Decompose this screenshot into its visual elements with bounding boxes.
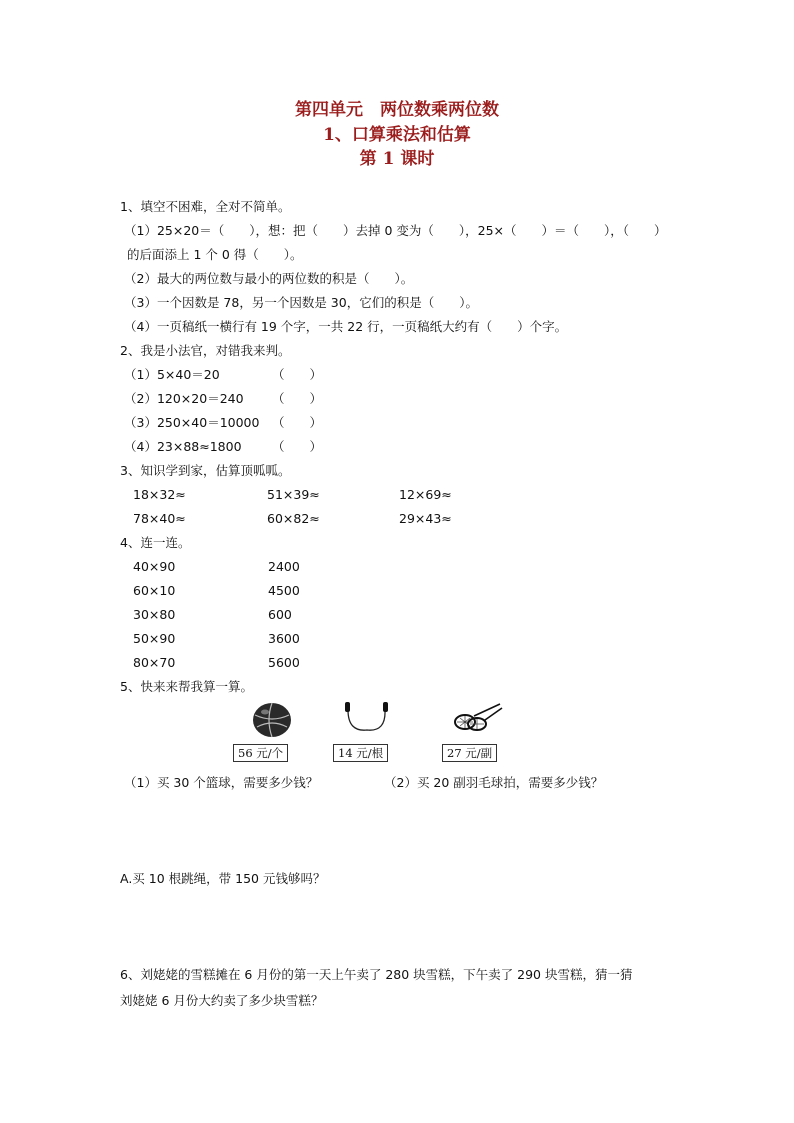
period-title: 第 1 课时 [359,149,435,169]
q4-right-item[interactable]: 3600 [268,631,300,646]
q3-estimate: 12×69≈ [399,487,452,502]
lesson-title: 1、口算乘法和估算 [323,125,471,145]
q5-title: 5、快来来帮我算一算。 [120,679,253,694]
q3-estimate: 29×43≈ [399,511,452,526]
q1-item-3: （3）一个因数是 78，另一个因数是 30，它们的积是（ ）。 [124,295,478,310]
q4-right-item[interactable]: 4500 [268,583,300,598]
q4-left-item[interactable]: 60×10 [133,583,176,598]
q2-mark-1[interactable]: （ ） [272,367,323,382]
unit-title: 第四单元 两位数乘两位数 [295,100,499,120]
q4-left-item[interactable]: 50×90 [133,631,176,646]
q1-item-2: （2）最大的两位数与最小的两位数的积是（ ）。 [124,271,414,286]
q2-expr-4: （4）23×88≈1800 [124,439,242,454]
q5-sub-1: （1）买 30 个篮球，需要多少钱？ [124,775,319,790]
q5-sub-a: A.买 10 根跳绳，带 150 元钱够吗？ [120,871,326,886]
q4-left-item[interactable]: 40×90 [133,559,176,574]
q2-expr-3: （3）250×40＝10000 [124,415,260,430]
q1-item-1-cont: 的后面添上 1 个 0 得（ ）。 [127,247,303,262]
q3-estimate: 51×39≈ [267,487,320,502]
q2-mark-3[interactable]: （ ） [272,415,323,430]
q3-estimate: 78×40≈ [133,511,186,526]
q5-sub-2: （2）买 20 副羽毛球拍，需要多少钱？ [384,775,604,790]
badminton-price: 27 元/副 [442,744,497,762]
q3-estimate: 18×32≈ [133,487,186,502]
q6-line-2: 刘姥姥 6 月份大约卖了多少块雪糕？ [120,993,324,1008]
q3-title: 3、知识学到家，估算顶呱呱。 [120,463,291,478]
q6-line-1: 6、刘姥姥的雪糕摊在 6 月份的第一天上午卖了 280 块雪糕，下午卖了 290 块雪糕，猜一猜 [120,967,633,982]
jump-rope-price: 14 元/根 [333,744,388,762]
q4-left-item[interactable]: 80×70 [133,655,176,670]
q4-title: 4、连一连。 [120,535,191,550]
basketball-icon [251,701,293,739]
q1-title: 1、填空不困难，全对不简单。 [120,199,291,214]
q4-left-item[interactable]: 30×80 [133,607,176,622]
q1-item-4: （4）一页稿纸一横行有 19 个字，一共 22 行，一页稿纸大约有（ ）个字。 [124,319,568,334]
q1-item-1: （1）25×20＝（ ），想：把（ ）去掉 0 变为（ ），25×（ ）＝（ ），（ ） [124,223,667,238]
q2-expr-2: （2）120×20＝240 [124,391,244,406]
badminton-racket-icon [452,702,506,734]
q3-estimate: 60×82≈ [267,511,320,526]
q4-right-item[interactable]: 600 [268,607,292,622]
q2-mark-2[interactable]: （ ） [272,391,323,406]
basketball-price: 56 元/个 [233,744,288,762]
q2-mark-4[interactable]: （ ） [272,439,323,454]
q4-right-item[interactable]: 5600 [268,655,300,670]
q2-title: 2、我是小法官，对错我来判。 [120,343,291,358]
q2-expr-1: （1）5×40＝20 [124,367,220,382]
jump-rope-icon [341,700,393,734]
q4-right-item[interactable]: 2400 [268,559,300,574]
